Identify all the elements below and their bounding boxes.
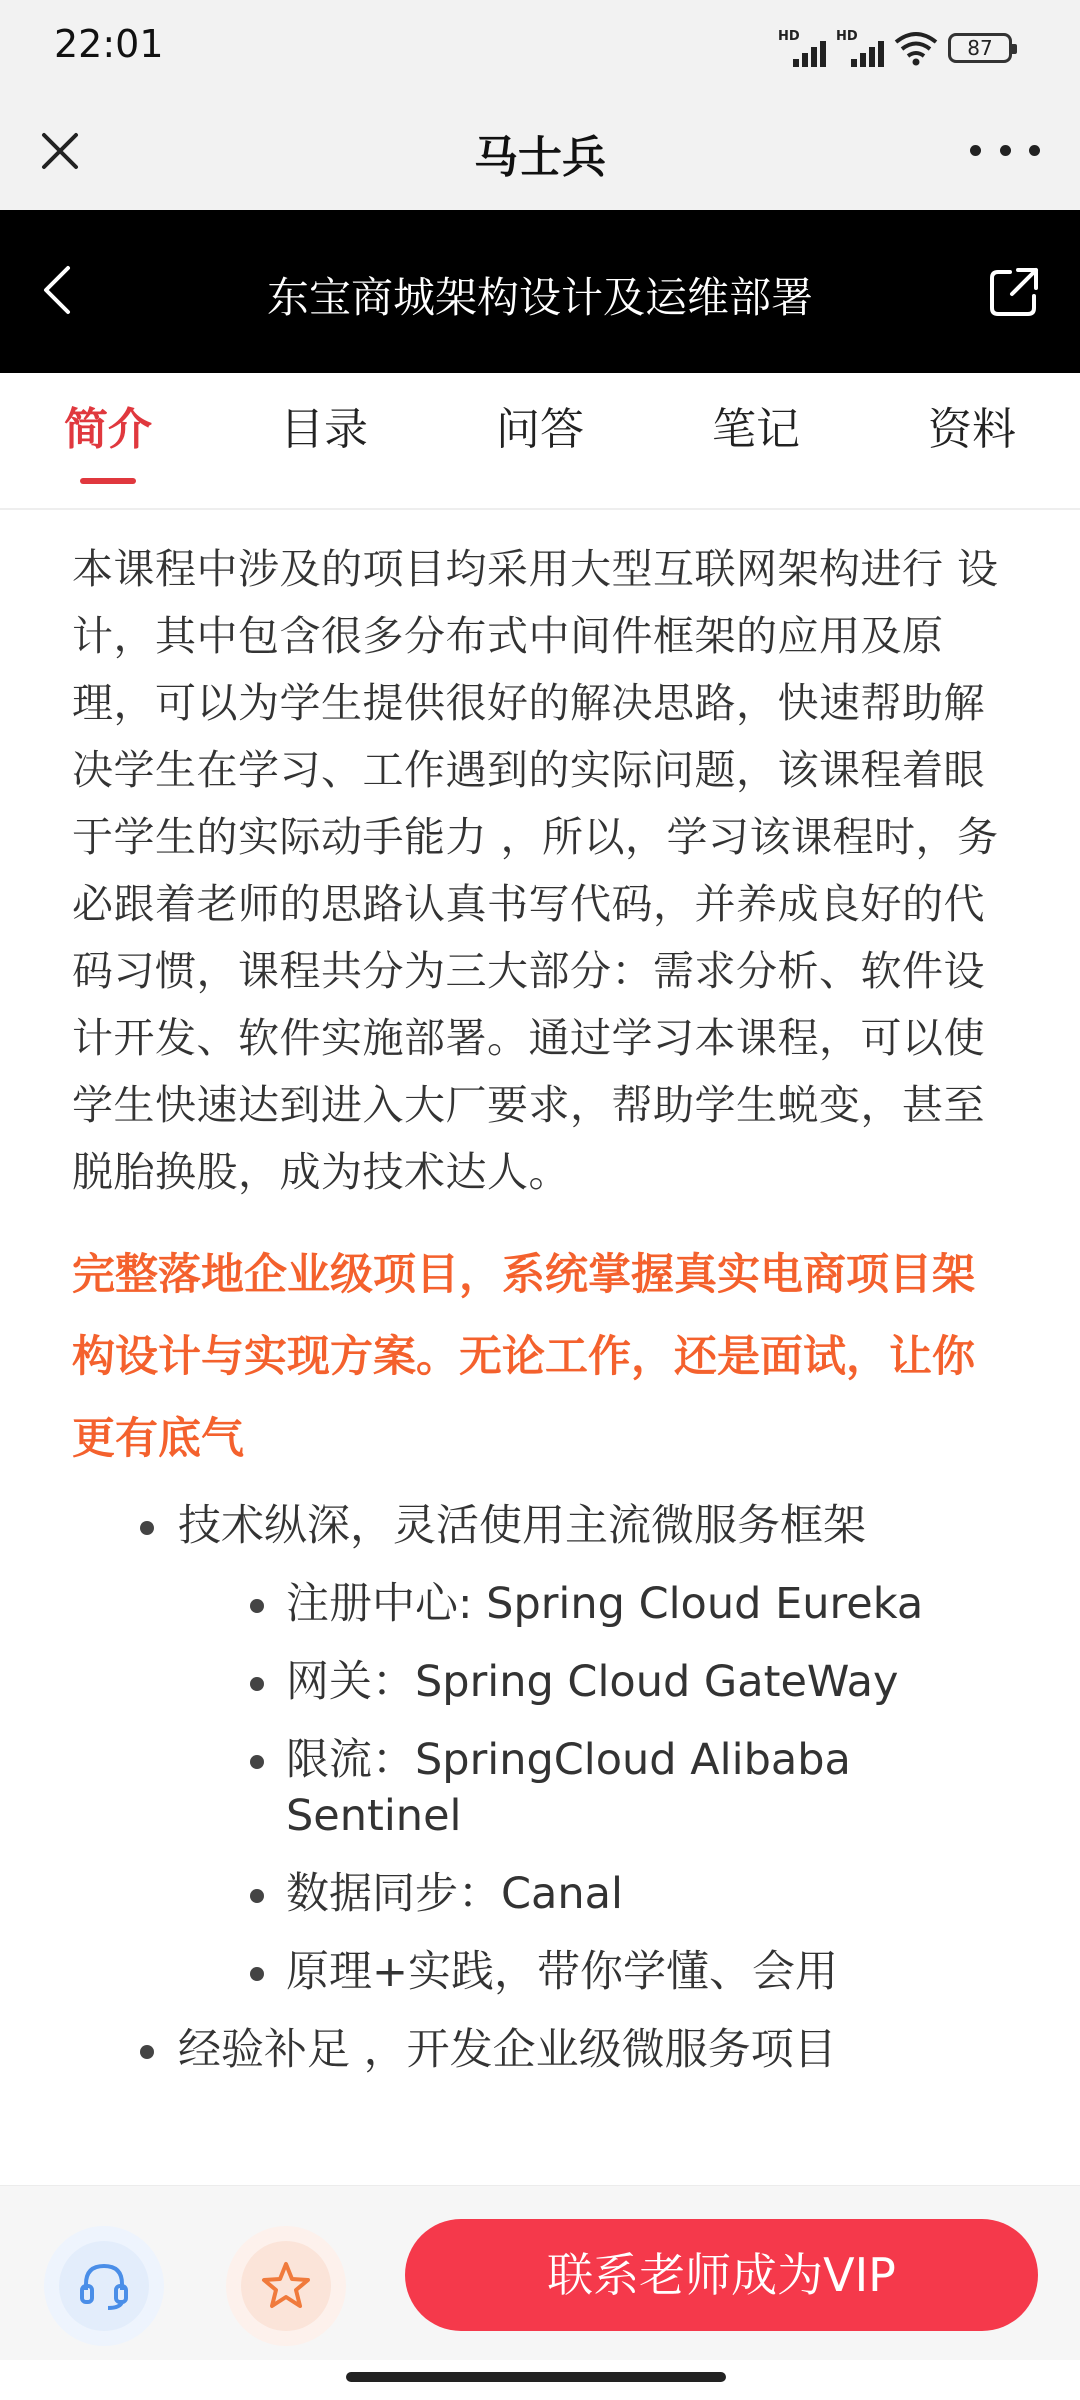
sub-feature-label: 限流：SpringCloud Alibaba Sentinel	[286, 1735, 851, 1841]
tab-materials[interactable]: 资料	[928, 404, 1016, 455]
bullet-icon	[140, 1521, 154, 1535]
course-description	[72, 536, 1012, 2100]
signal-hd-label: HD	[778, 29, 800, 44]
more-button[interactable]	[970, 135, 1040, 165]
title-bar	[0, 95, 1080, 210]
sub-feature-label: 数据同步：Canal	[286, 1869, 623, 1919]
feature-list	[72, 1498, 1012, 2078]
bullet-icon	[250, 1967, 264, 1981]
tab-catalog[interactable]: 目录	[280, 404, 368, 455]
bullet-icon	[250, 1755, 264, 1769]
feature-label: 技术纵深，灵活使用主流微服务框架	[178, 1501, 866, 1551]
sub-feature-label: 注册中心: Spring Cloud Eureka	[286, 1579, 924, 1629]
sub-feature-label: 网关：Spring Cloud GateWay	[286, 1657, 899, 1707]
bullet-icon	[140, 2045, 154, 2059]
status-bar	[0, 0, 1080, 95]
star-icon	[258, 2258, 314, 2314]
signal-hd-label-2: HD	[836, 29, 858, 44]
wifi-icon	[894, 30, 938, 66]
feature-label: 经验补足 ，开发企业级微服务项目	[178, 2025, 837, 2075]
customer-service-button[interactable]	[44, 2226, 164, 2346]
page-title: 马士兵	[474, 132, 606, 183]
list-item	[72, 2022, 1012, 2078]
status-time: 22:01	[54, 22, 164, 66]
list-item	[178, 1576, 1012, 1632]
signal-icon-2	[836, 29, 884, 67]
more-icon	[970, 145, 981, 156]
status-icons	[778, 28, 1012, 68]
tab-notes[interactable]: 笔记	[712, 404, 800, 455]
list-item	[178, 1732, 1012, 1844]
course-title: 东宝商城架构设计及运维部署	[266, 273, 813, 322]
share-icon[interactable]	[984, 262, 1044, 322]
bullet-icon	[250, 1599, 264, 1613]
sub-feature-label: 原理+实践，带你学懂、会用	[286, 1947, 839, 1997]
home-indicator[interactable]	[346, 2372, 726, 2382]
intro-text: 本课程中涉及的项目均采用大型互联网架构进行 设计，其中包含很多分布式中间件框架的应用及原理，可以为学生提供很好的解决思路，快速帮助解决学生在学习、工作遇到的实际问题，该课程着眼于学生的实际动手能力 ，所以，学习该课程时，务必跟着老师的思路认真书写代码，并养成良好的代码习惯，课程共分为三大部分：需求分析、软件设计开发、软件实施部署。通过学习本课程，可以使学生快速达到进入大厂要求，帮助学生蜕变，甚至脱胎换股，成为技术达人。	[72, 545, 999, 1196]
sub-feature-list	[178, 1576, 1012, 2000]
favorite-button[interactable]	[226, 2226, 346, 2346]
tab-bar	[0, 373, 1080, 510]
bottom-action-bar	[0, 2185, 1080, 2360]
signal-icon	[778, 29, 826, 67]
tab-qa[interactable]: 问答	[496, 404, 584, 455]
headset-icon	[76, 2258, 132, 2314]
battery-icon: 87	[948, 33, 1012, 63]
bullet-icon	[250, 1677, 264, 1691]
list-item	[178, 1944, 1012, 2000]
list-item	[72, 1498, 1012, 2000]
course-header	[0, 210, 1080, 373]
list-item	[178, 1866, 1012, 1922]
become-vip-button[interactable]: 联系老师成为VIP	[405, 2219, 1038, 2331]
list-item	[178, 1654, 1012, 1710]
tab-intro[interactable]: 简介	[33, 393, 183, 493]
bullet-icon	[250, 1889, 264, 1903]
highlight-text: 完整落地企业级项目，系统掌握真实电商项目架构设计与实现方案。无论工作，还是面试，让你更有底气	[72, 1250, 975, 1464]
